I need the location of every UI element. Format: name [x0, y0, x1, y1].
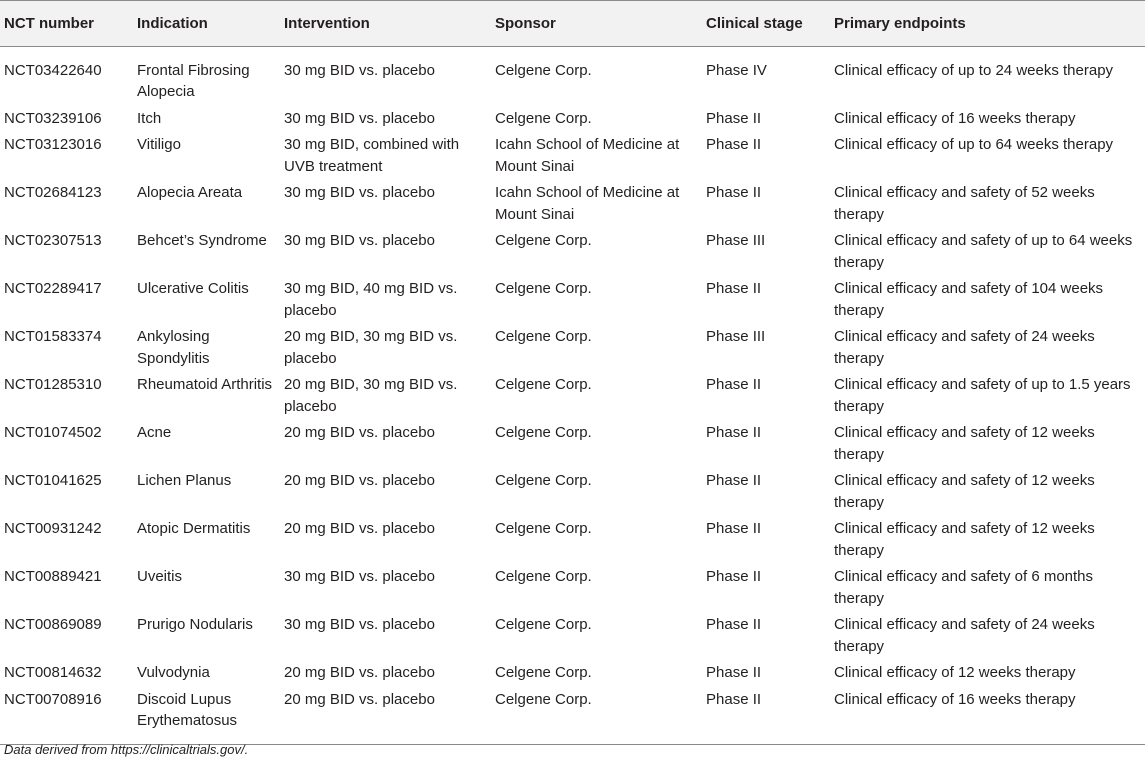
table-header	[0, 1, 1145, 47]
clinical-stage-cell: Phase II	[706, 568, 762, 585]
primary-endpoints-cell: Clinical efficacy and safety of 6 months therapy	[834, 568, 1094, 607]
header-row	[0, 1, 1145, 47]
intervention-cell: 30 mg BID vs. placebo	[284, 109, 435, 127]
table-row	[0, 182, 1145, 230]
intervention-cell: 20 mg BID vs. placebo	[284, 472, 435, 489]
sponsor-cell: Icahn School of Medicine at Mount Sinai	[495, 184, 680, 223]
indication-cell: Behcet’s Syndrome	[137, 232, 267, 249]
clinical-stage-cell: Phase II	[706, 616, 762, 633]
primary-endpoints-cell: Clinical efficacy of 16 weeks therapy	[830, 689, 1145, 745]
nct-number-cell: NCT03123016	[4, 136, 102, 153]
nct-number-cell: NCT01074502	[4, 424, 102, 441]
primary-endpoints-cell: Clinical efficacy of 16 weeks therapy	[834, 109, 1076, 127]
indication-cell: Ankylosing Spondylitis	[137, 328, 210, 367]
intervention-cell: 20 mg BID, 30 mg BID vs. placebo	[284, 328, 458, 367]
header-clinical-stage: Clinical stage	[702, 1, 830, 47]
clinical-stage-cell: Phase II	[706, 280, 762, 297]
primary-endpoints-cell: Clinical efficacy and safety of up to 1.5 years therapy	[834, 376, 1131, 415]
primary-endpoints-cell: Clinical efficacy and safety of 12 weeks therapy	[834, 472, 1095, 511]
nct-number-cell: NCT01285310	[4, 376, 102, 393]
table-row	[0, 134, 1145, 182]
clinical-stage-cell: Phase III	[706, 328, 766, 345]
nct-number-cell: NCT00869089	[4, 616, 102, 633]
indication-cell: Prurigo Nodularis	[137, 616, 253, 633]
indication-cell: Ulcerative Colitis	[137, 280, 249, 297]
clinical-stage-cell: Phase II	[706, 424, 762, 441]
clinical-stage-cell: Phase II	[706, 109, 762, 127]
header-primary-endpoints: Primary endpoints	[830, 1, 1145, 47]
primary-endpoints-cell: Clinical efficacy of up to 24 weeks therapy	[834, 61, 1114, 79]
table-row	[0, 470, 1145, 518]
indication-cell: Vulvodynia	[137, 664, 210, 681]
table-row	[0, 108, 1145, 135]
sponsor-cell: Celgene Corp.	[495, 376, 592, 393]
indication-cell: Itch	[137, 109, 162, 127]
indication-cell: Discoid Lupus Erythematosus	[133, 689, 280, 745]
intervention-cell: 20 mg BID, 30 mg BID vs. placebo	[284, 376, 458, 415]
intervention-cell: 20 mg BID vs. placebo	[284, 424, 435, 441]
clinical-stage-cell: Phase II	[706, 472, 762, 489]
table-row	[0, 230, 1145, 278]
clinical-stage-cell: Phase II	[702, 689, 830, 745]
header-sponsor: Sponsor	[491, 1, 702, 47]
clinical-stage-cell: Phase II	[706, 136, 762, 153]
nct-number-cell: NCT00931242	[4, 520, 102, 537]
primary-endpoints-cell: Clinical efficacy and safety of 12 weeks therapy	[834, 424, 1095, 463]
nct-number-cell: NCT02307513	[4, 232, 102, 249]
indication-cell: Acne	[137, 424, 172, 441]
clinical-stage-cell: Phase III	[706, 232, 766, 249]
nct-number-cell: NCT03239106	[4, 109, 102, 127]
header-intervention: Intervention	[280, 1, 491, 47]
indication-cell: Frontal Fibrosing Alopecia	[137, 61, 250, 100]
primary-endpoints-cell: Clinical efficacy and safety of 24 weeks therapy	[834, 328, 1095, 367]
clinical-stage-cell: Phase II	[706, 520, 762, 537]
intervention-cell: 20 mg BID vs. placebo	[280, 689, 491, 745]
sponsor-cell: Celgene Corp.	[495, 280, 592, 297]
header-indication: Indication	[133, 1, 280, 47]
indication-cell: Lichen Planus	[137, 472, 232, 489]
table-row	[0, 422, 1145, 470]
intervention-cell: 20 mg BID vs. placebo	[284, 664, 435, 681]
clinical-stage-cell: Phase IV	[706, 61, 767, 79]
table-row	[0, 518, 1145, 566]
sponsor-cell: Celgene Corp.	[495, 328, 592, 345]
intervention-cell: 30 mg BID, combined with UVB treatment	[284, 136, 460, 175]
sponsor-cell: Celgene Corp.	[495, 472, 592, 489]
nct-number-cell: NCT01041625	[4, 472, 102, 489]
nct-number-cell: NCT00814632	[4, 664, 102, 681]
sponsor-cell: Celgene Corp.	[495, 520, 592, 537]
primary-endpoints-cell: Clinical efficacy of 12 weeks therapy	[834, 664, 1076, 681]
clinical-stage-cell: Phase II	[706, 376, 762, 393]
primary-endpoints-cell: Clinical efficacy and safety of 24 weeks therapy	[834, 616, 1095, 655]
sponsor-cell: Celgene Corp.	[495, 232, 592, 249]
primary-endpoints-cell: Clinical efficacy and safety of 12 weeks therapy	[834, 520, 1095, 559]
sponsor-cell: Celgene Corp.	[495, 424, 592, 441]
primary-endpoints-cell: Clinical efficacy and safety of 104 weeks therapy	[834, 280, 1104, 319]
clinical-stage-cell: Phase II	[706, 664, 762, 681]
indication-cell: Vitiligo	[137, 136, 181, 153]
indication-cell: Rheumatoid Arthritis	[137, 376, 273, 393]
nct-number-cell: NCT02289417	[4, 280, 102, 297]
nct-number-cell: NCT01583374	[4, 328, 102, 345]
table-row	[0, 46, 1145, 108]
indication-cell: Uveitis	[137, 568, 183, 585]
indication-cell: Atopic Dermatitis	[137, 520, 251, 537]
primary-endpoints-cell: Clinical efficacy and safety of up to 64 weeks therapy	[834, 232, 1133, 271]
table-row	[0, 326, 1145, 374]
primary-endpoints-cell: Clinical efficacy and safety of 52 weeks therapy	[834, 184, 1095, 223]
intervention-cell: 30 mg BID vs. placebo	[284, 232, 435, 249]
intervention-cell: 30 mg BID vs. placebo	[284, 61, 435, 79]
indication-cell: Alopecia Areata	[137, 184, 243, 201]
table-row	[0, 662, 1145, 689]
sponsor-cell: Celgene Corp.	[495, 61, 592, 79]
table-row	[0, 278, 1145, 326]
nct-number-cell: NCT00708916	[0, 689, 133, 745]
table-body	[0, 46, 1145, 744]
table-row	[0, 689, 1145, 745]
table-row	[0, 374, 1145, 422]
table-row	[0, 614, 1145, 662]
sponsor-cell: Icahn School of Medicine at Mount Sinai	[495, 136, 680, 175]
sponsor-cell: Celgene Corp.	[495, 616, 592, 633]
sponsor-cell: Celgene Corp.	[495, 109, 592, 127]
table-row	[0, 566, 1145, 614]
nct-number-cell: NCT03422640	[4, 61, 102, 79]
intervention-cell: 30 mg BID vs. placebo	[284, 184, 435, 201]
sponsor-cell: Celgene Corp.	[495, 568, 592, 585]
clinical-stage-cell: Phase II	[706, 184, 762, 201]
nct-number-cell: NCT02684123	[4, 184, 102, 201]
sponsor-cell: Celgene Corp.	[491, 689, 702, 745]
footnote: Data derived from https://clinicaltrials.gov/.	[4, 742, 249, 757]
intervention-cell: 30 mg BID vs. placebo	[284, 616, 435, 633]
intervention-cell: 30 mg BID, 40 mg BID vs. placebo	[284, 280, 458, 319]
intervention-cell: 30 mg BID vs. placebo	[284, 568, 435, 585]
intervention-cell: 20 mg BID vs. placebo	[284, 520, 435, 537]
sponsor-cell: Celgene Corp.	[495, 664, 592, 681]
primary-endpoints-cell: Clinical efficacy of up to 64 weeks therapy	[834, 136, 1114, 153]
header-nct-number: NCT number	[0, 1, 133, 47]
nct-number-cell: NCT00889421	[4, 568, 102, 585]
